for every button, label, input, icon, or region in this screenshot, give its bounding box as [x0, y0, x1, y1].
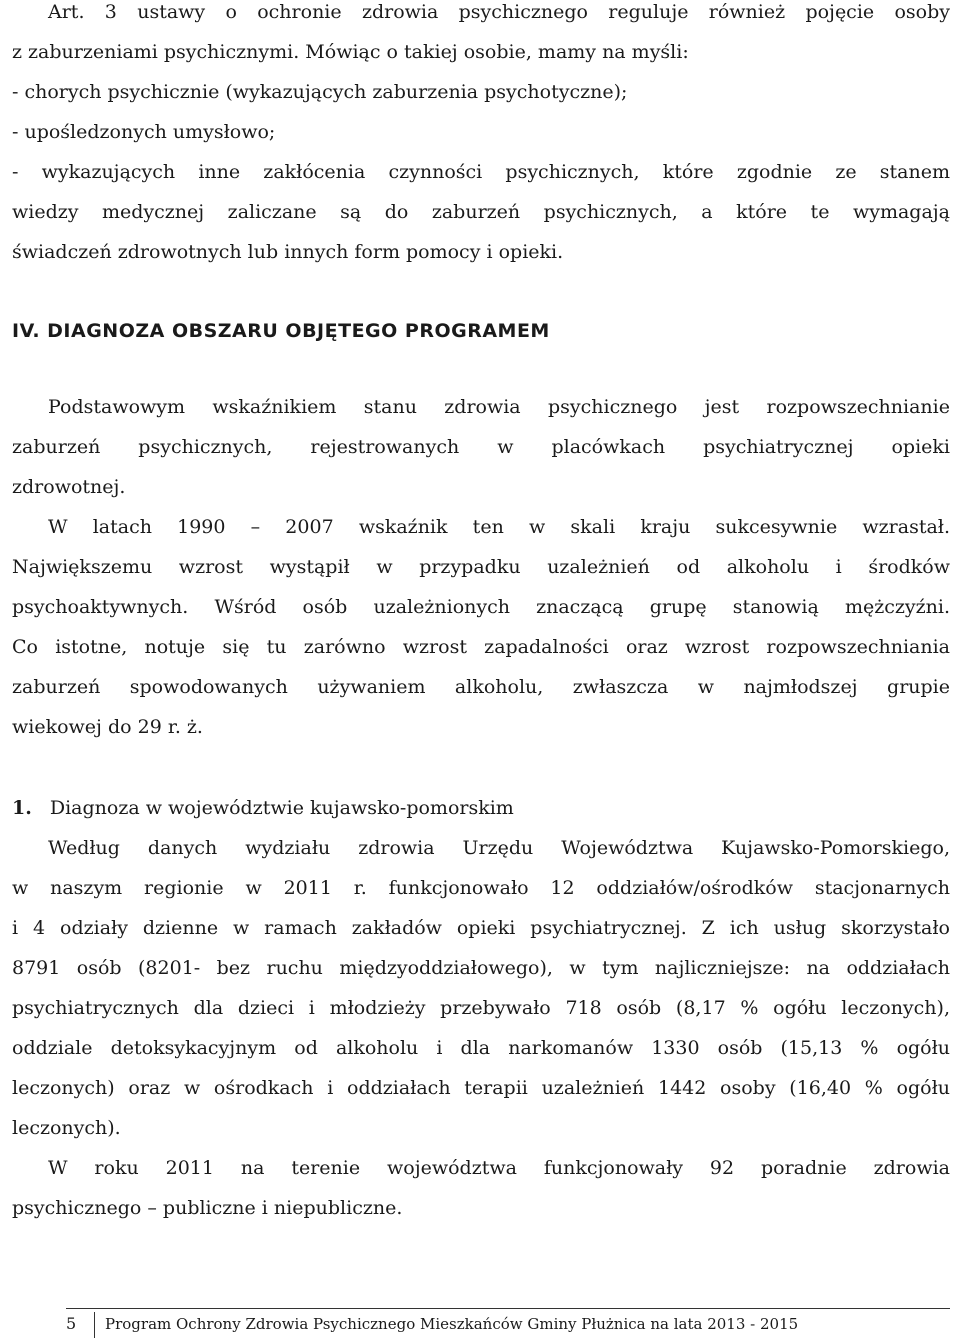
text-line: wiedzy medycznej zaliczane są do zaburzeń psychicznych, a które te wymagają: [12, 201, 950, 223]
text-line: psychicznego – publiczne i niepubliczne.: [12, 1197, 403, 1219]
text-line: W roku 2011 na terenie województwa funkcjonowały 92 poradnie zdrowia: [48, 1157, 950, 1179]
text-line: zaburzeń psychicznych, rejestrowanych w placówkach psychiatrycznej opieki: [12, 436, 950, 458]
text-line: - chorych psychicznie (wykazujących zaburzenia psychotyczne);: [12, 81, 628, 103]
page-footer: [66, 1308, 950, 1339]
intro-paragraph: [12, 0, 950, 272]
text-line: psychoaktywnych. Wśród osób uzależnionych znaczącą grupę stanowią mężczyźni.: [12, 596, 950, 618]
text-line: Co istotne, notuje się tu zarówno wzrost zapadalności oraz wzrost rozpowszechniania: [12, 636, 950, 658]
subsection-paragraph: [12, 828, 950, 1228]
subsection-number: 1.: [12, 797, 32, 819]
text-line: W latach 1990 – 2007 wskaźnik ten w skali kraju sukcesywnie wzrastał.: [48, 516, 950, 538]
text-line: wiekowej do 29 r. ż.: [12, 716, 203, 738]
footer-divider: [94, 1312, 95, 1338]
text-line: w naszym regionie w 2011 r. funkcjonowało 12 oddziałów/ośrodków stacjonarnych: [12, 877, 950, 899]
text-line: Największemu wzrost wystąpił w przypadku uzależnień od alkoholu i środków: [12, 556, 950, 578]
section-heading: IV. DIAGNOZA OBSZARU OBJĘTEGO PROGRAMEM: [12, 320, 550, 342]
text-line: i 4 odziały dzienne w ramach zakładów opieki psychiatrycznej. Z ich usług skorzystało: [12, 917, 950, 939]
document-page: [12, 0, 950, 1228]
text-line: Art. 3 ustawy o ochronie zdrowia psychicznego reguluje również pojęcie osoby: [48, 1, 950, 23]
text-line: 8791 osób (8201- bez ruchu międzyoddziałowego), w tym najliczniejsze: na oddziałach: [12, 957, 950, 979]
text-line: - upośledzonych umysłowo;: [12, 121, 276, 143]
text-line: zaburzeń spowodowanych używaniem alkoholu, zwłaszcza w najmłodszej grupie: [12, 676, 950, 698]
page-number: 5: [66, 1314, 77, 1333]
text-line: oddziale detoksykacyjnym od alkoholu i dla narkomanów 1330 osób (15,13 % ogółu: [12, 1037, 950, 1059]
footer-title: Program Ochrony Zdrowia Psychicznego Mieszkańców Gminy Płużnica na lata 2013 - 2015: [105, 1315, 799, 1333]
subsection-title: Diagnoza w województwie kujawsko-pomorskim: [49, 797, 514, 819]
section-paragraph: [12, 387, 950, 747]
text-line: Podstawowym wskaźnikiem stanu zdrowia psychicznego jest rozpowszechnianie: [48, 396, 950, 418]
text-line: z zaburzeniami psychicznymi. Mówiąc o takiej osobie, mamy na myśli:: [12, 41, 689, 63]
text-line: psychiatrycznych dla dzieci i młodzieży przebywało 718 osób (8,17 % ogółu leczonych),: [12, 997, 950, 1019]
text-line: świadczeń zdrowotnych lub innych form pomocy i opieki.: [12, 241, 564, 263]
text-line: leczonych).: [12, 1117, 121, 1139]
subsection-heading: [12, 788, 950, 828]
text-line: Według danych wydziału zdrowia Urzędu Województwa Kujawsko-Pomorskiego,: [48, 837, 950, 859]
text-line: - wykazujących inne zakłócenia czynności psychicznych, które zgodnie ze stanem: [12, 161, 950, 183]
text-line: zdrowotnej.: [12, 476, 126, 498]
text-line: leczonych) oraz w ośrodkach i oddziałach terapii uzależnień 1442 osoby (16,40 % ogółu: [12, 1077, 950, 1099]
